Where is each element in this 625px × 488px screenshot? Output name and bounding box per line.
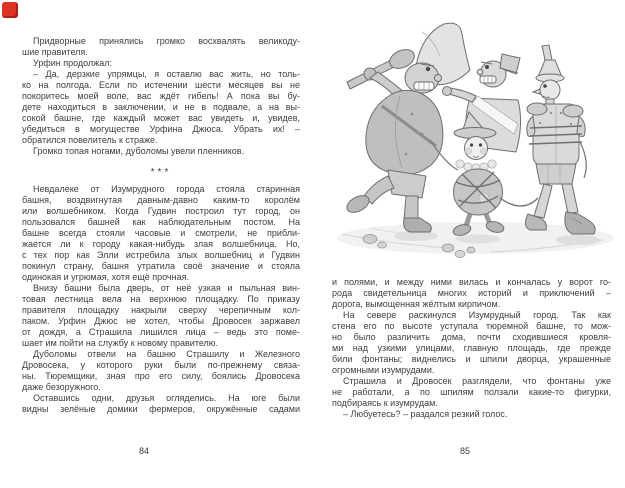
text-line: – Любуетесь? – раздался резкий голос. [343, 409, 508, 419]
illustration-dubolom-left [344, 23, 470, 232]
text-line: товая лестница вела на верхнюю площадку. По приказу [22, 294, 300, 304]
text-line: одинокая и угрюмая, хотя ещё прочная. [22, 272, 189, 282]
right-page-text-block [332, 277, 611, 420]
section-separator: *** [150, 167, 172, 178]
page-number-right: 85 [459, 446, 470, 456]
text-line: дете находиться в заключении, и не в подвале, а на вы- [22, 102, 300, 112]
text-line: Невдалеке от Изумрудного города стояла старинная [33, 184, 300, 194]
left-page-text-block-1 [22, 36, 300, 157]
text-line: Придворные принялись громко восхвалять великоду- [33, 36, 300, 46]
text-line: но было различить дома, почти сходившиеся кровля- [332, 332, 611, 342]
text-line: ко на полгода. Если по истечении шести месяцев вы не [22, 80, 300, 90]
text-line: покинул страну, башня утратила своё значение и стояла [22, 261, 300, 271]
text-line: Дуболомы отвели на башню Страшилу и Железного [33, 349, 300, 359]
text-line: правителя площадку накрыли сверху черепичным кол- [22, 305, 300, 315]
text-line: Дровосека, у которого руки были по-прежнему связа- [22, 360, 300, 370]
text-line: или волшебником. Когда Гудвин построил тут город, он [22, 206, 300, 216]
text-line: видны зелёные домики фермеров, окружённые садами [22, 404, 300, 414]
text-line: ми над узкими улицами, главную площадь, где прежде [332, 343, 611, 353]
left-page-text-block-2 [22, 184, 300, 415]
text-line: и полями, и между ними вилась и кончалась у ворот го- [332, 277, 611, 287]
text-line: Громко топая ногами, дуболомы увели пленников. [33, 146, 245, 156]
text-line: башне всегда стояли часовые и смотрели, не прибли- [22, 228, 300, 238]
text-line: шие правителя. [22, 47, 88, 57]
text-line: На севере раскинулся Изумрудный город. Так как [343, 310, 611, 320]
page-number-left: 84 [138, 446, 149, 456]
text-line: с тех пор как Элли истребила злых волшебниц и Гудвин [22, 250, 300, 260]
text-line: ны. Тюремщики, зная про его силу, боялись Дровосека [22, 371, 300, 381]
text-line: рода свидетельница многих историй и приключений – [332, 288, 611, 298]
text-line: Оставшись одни, друзья огляделись. На юге были [33, 393, 300, 403]
text-line: башня, воздвигнутая давным-давно каким-то королём [22, 195, 300, 205]
text-line: били фонтаны; виднелись и шпили дворца, украшенные [332, 354, 611, 364]
text-line: покоритесь моей воле, вас ждёт гибель! А пока вы бу- [22, 91, 300, 101]
book-illustration [330, 12, 622, 262]
text-line: от дождя, а Страшила лишился лица – ведь это поме- [22, 327, 300, 337]
text-line: дорога, вымощенная жёлтым кирпичом. [332, 299, 501, 309]
text-line: – Да, дерзкие упрямцы, я оставлю вас жить, но толь- [33, 69, 300, 79]
text-line: сокой башне, где каждый может вас увидеть и, увидев, [22, 113, 300, 123]
text-line: Страшила и Дровосек разглядели, что фонтаны уже [343, 376, 611, 386]
text-line: пользовался башней как наблюдательным постом. На [22, 217, 300, 227]
text-line: Внизу башни была дверь, от неё узкая и пыльная вин- [33, 283, 300, 293]
text-line: убедиться в могуществе Урфина Джюса. Убрать их! – [22, 124, 300, 134]
text-line: шает им пойти на службу к новому правителю. [22, 338, 219, 348]
text-line: жается ли к городу какая-нибудь злая волшебница. Но, [22, 239, 300, 249]
text-line: Урфин продолжал: [33, 58, 112, 68]
text-line: даже безоружного. [22, 382, 101, 392]
text-line: паком. Урфин Джюс не хотел, чтобы Дровосек заржавел [22, 316, 300, 326]
text-line: огромными изумрудами. [332, 365, 435, 375]
text-line: стена его по высоте уступала тюремной башне, то мож- [332, 321, 611, 331]
text-line: обратился повелитель к страже. [22, 135, 158, 145]
red-bookmark-marker[interactable] [2, 2, 18, 18]
text-line: не работали, а по шпилям ползали какие-то фигурки, [332, 387, 611, 397]
text-line: подбираясь к изумрудам. [332, 398, 438, 408]
